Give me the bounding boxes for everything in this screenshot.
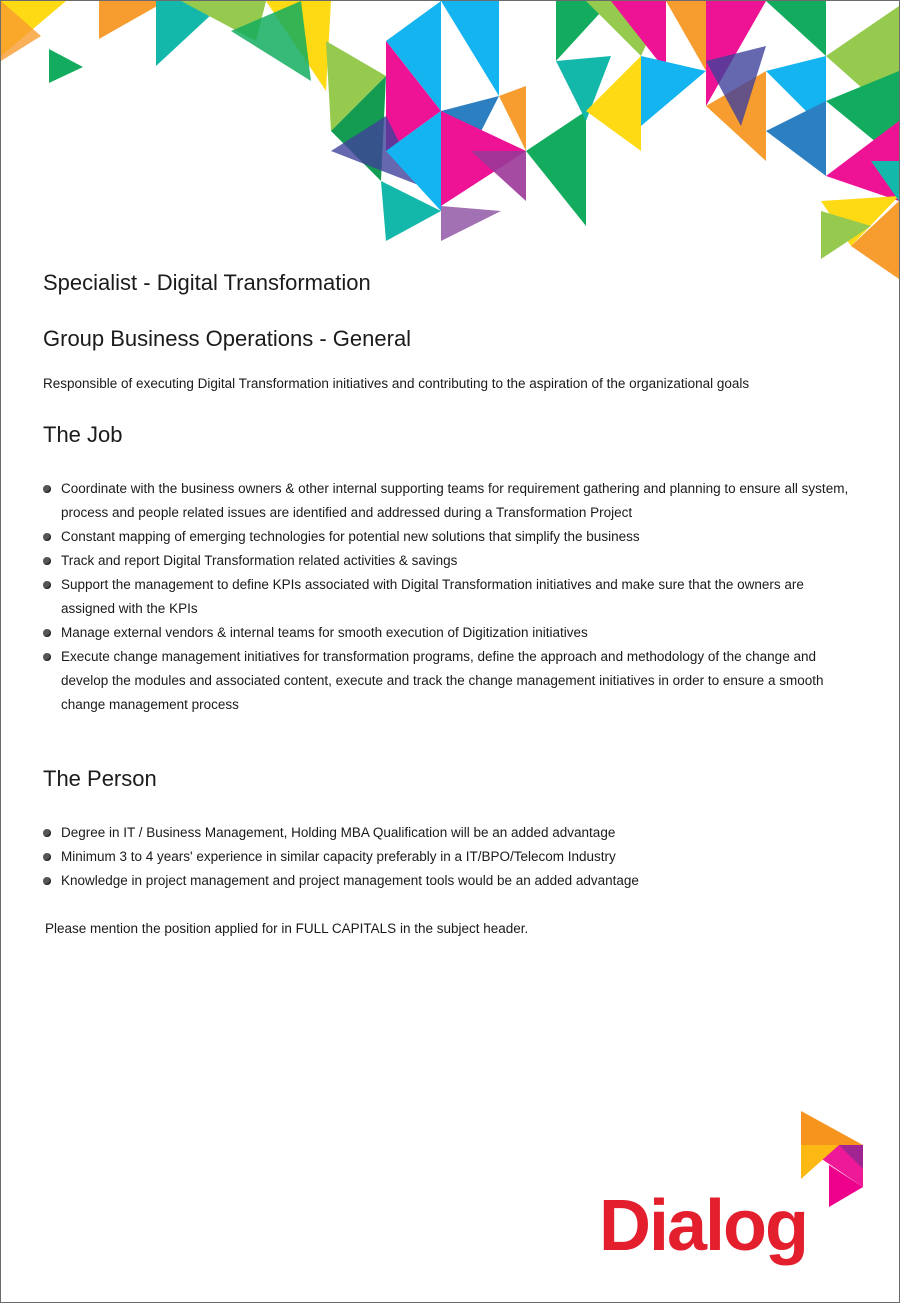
list-item-text: Execute change management initiatives for transformation programs, define the approach and methodology of the change and develop the modules and associated content, execute and track the change management initiatives in order to ensure a smooth change management process [61,649,824,712]
bullet-icon [43,877,51,885]
list-item [43,525,853,549]
list-item [43,477,853,525]
the-job-heading: The Job [43,422,123,447]
bullet-icon [43,629,51,637]
dialog-logo [599,1109,869,1279]
bullet-icon [43,829,51,837]
list-item [43,573,853,621]
bullet-icon [43,581,51,589]
role-summary: Responsible of executing Digital Transformation initiatives and contributing to the aspiration of the organizational goals [43,376,750,391]
bullet-icon [43,485,51,493]
the-job-list [43,477,853,717]
list-item [43,549,853,573]
list-item [43,821,853,845]
bullet-icon [43,533,51,541]
list-item [43,869,853,893]
dialog-mark-icon [799,1109,865,1209]
geometric-triangle-banner [1,1,899,301]
bullet-icon [43,853,51,861]
list-item-text: Manage external vendors & internal teams for smooth execution of Digitization initiatives [61,625,588,640]
list-item-text: Degree in IT / Business Management, Holding MBA Qualification will be an added advantage [61,825,616,840]
list-item-text: Knowledge in project management and project management tools would be an added advantage [61,873,639,888]
list-item [43,645,853,717]
bullet-icon [43,653,51,661]
the-person-heading: The Person [43,766,157,791]
list-item [43,845,853,869]
list-item-text: Coordinate with the business owners & other internal supporting teams for requirement gathering and planning to ensure all system, process and people related issues are identified and addressed during a Transformation Project [61,481,849,520]
list-item-text: Minimum 3 to 4 years' experience in similar capacity preferably in a IT/BPO/Telecom Industry [61,849,616,864]
the-person-list [43,821,853,893]
bullet-icon [43,557,51,565]
list-item-text: Track and report Digital Transformation related activities & savings [61,553,458,568]
dialog-wordmark: Dialog [599,1186,808,1266]
list-item-text: Support the management to define KPIs associated with Digital Transformation initiatives and make sure that the owners are assigned with the KPIs [61,577,804,616]
application-note: Please mention the position applied for in FULL CAPITALS in the subject header. [45,921,529,936]
job-title: Specialist - Digital Transformation [43,270,371,295]
list-item [43,621,853,645]
department: Group Business Operations - General [43,326,412,351]
list-item-text: Constant mapping of emerging technologies for potential new solutions that simplify the business [61,529,640,544]
